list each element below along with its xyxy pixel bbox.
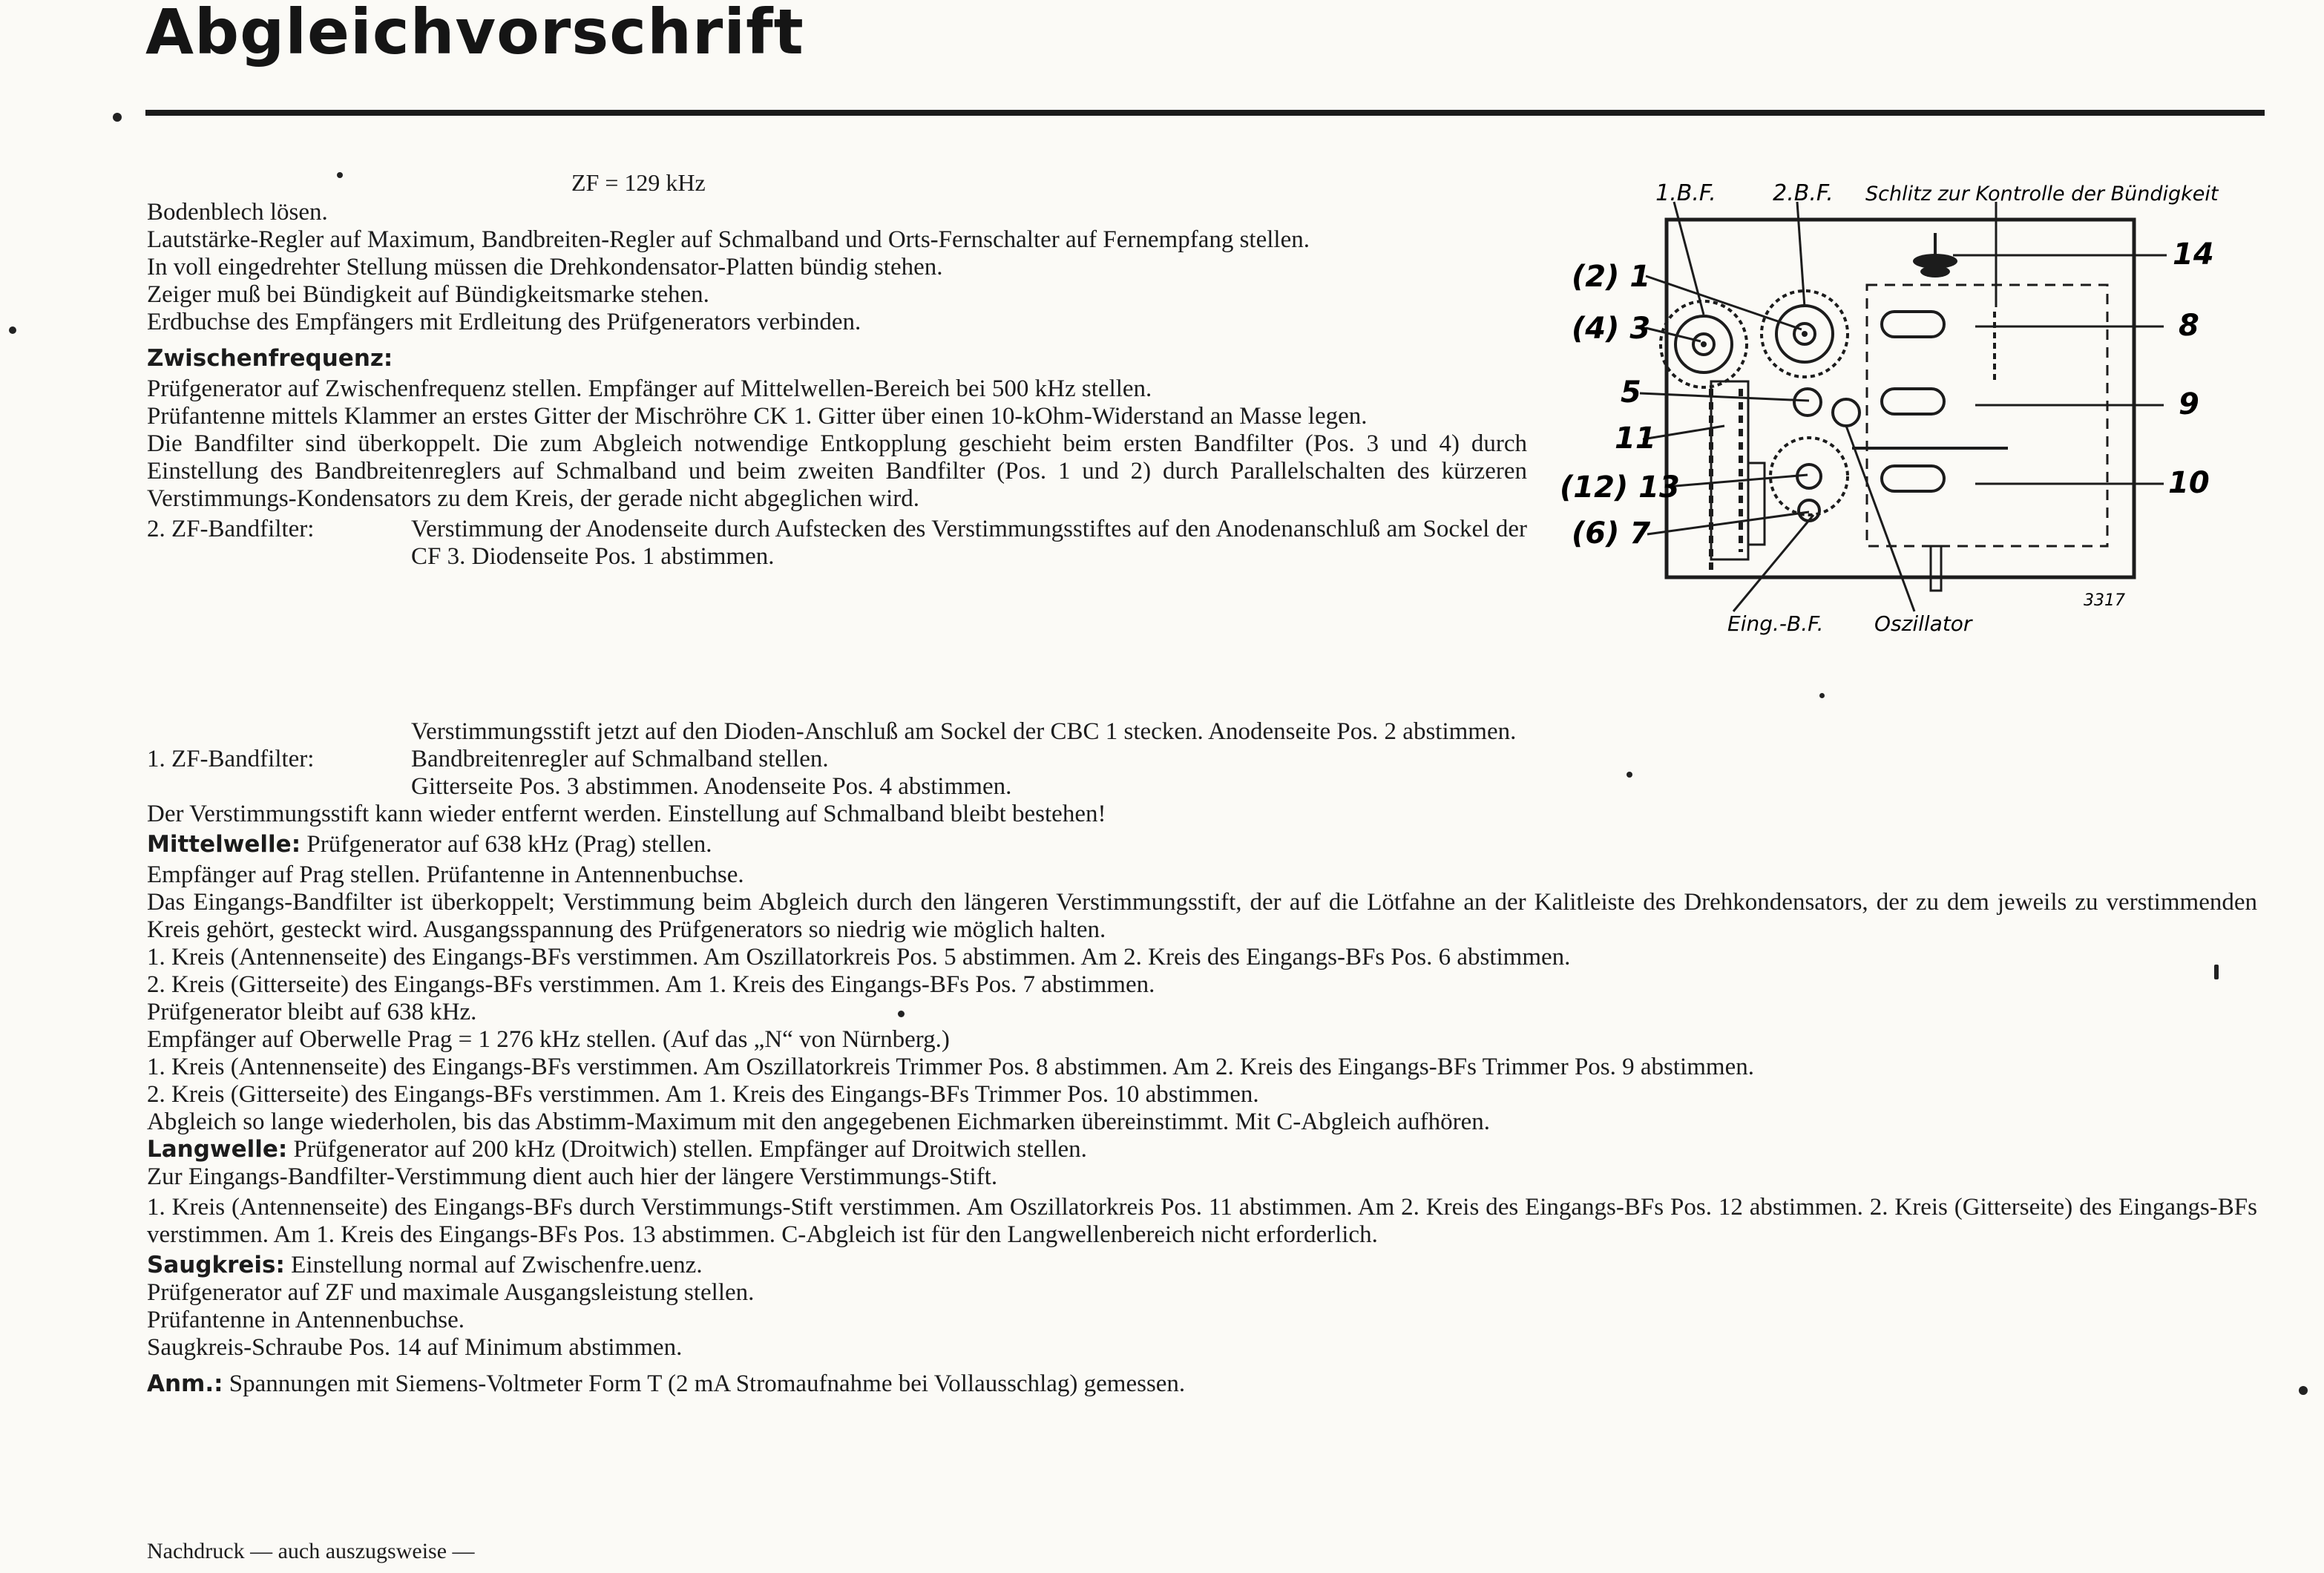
label-schlitz: Schlitz zur Kontrolle der Bündigkeit: [1865, 183, 2219, 206]
zf-value: ZF = 129 kHz: [571, 169, 706, 196]
zwischenfrequenz-heading: Zwischenfrequenz:: [147, 345, 393, 372]
text-column-upper: [147, 199, 1527, 571]
zf2-text: Verstimmung der Anodenseite durch Aufstecken des Verstimmungsstiftes auf den Anodenanschluß am Sockel der CF 3. Diodenseite Pos. 1 abstimmen.: [411, 516, 1527, 570]
anmerkung-heading: Anm.:: [147, 1370, 223, 1397]
page-title: Abgleichvorschrift: [145, 0, 804, 68]
mw-paragraph: Empfänger auf Prag stellen. Prüfantenne in Antennenbuchse.: [147, 861, 744, 888]
anmerkung-line: [147, 1370, 2257, 1398]
intro-line: Lautstärke-Regler auf Maximum, Bandbreiten-Regler auf Schmalband und Orts-Fernschalter auf Fernempfang stellen.: [147, 226, 1310, 253]
label-6-7: (6) 7: [1572, 516, 1651, 551]
sk-paragraph: Prüfantenne in Antennenbuchse.: [147, 1307, 465, 1333]
coil-stack: [1711, 381, 1765, 571]
scan-speck: [9, 326, 16, 334]
scan-speck: [2299, 1386, 2308, 1395]
lw-paragraph: Zur Eingangs-Bandfilter-Verstimmung dient auch hier der längere Verstimmungs-Stift.: [147, 1163, 998, 1190]
label-5: 5: [1621, 375, 1641, 410]
langwelle-lead: Prüfgenerator auf 200 kHz (Droitwich) stellen. Empfänger auf Droitwich stellen.: [293, 1136, 1087, 1163]
label-4-3: (4) 3: [1572, 312, 1651, 346]
zf1-text: Bandbreitenregler auf Schmalband stellen.: [411, 746, 829, 772]
scan-speck: [1819, 693, 1825, 698]
zf-paragraph: Prüfgenerator auf Zwischenfrequenz stellen. Empfänger auf Mittelwellen-Bereich bei 500 kHz stellen.: [147, 375, 1152, 402]
label-3317: 3317: [2084, 591, 2125, 610]
label-1bf: 1.B.F.: [1655, 180, 1716, 206]
intro-line: Bodenblech lösen.: [147, 199, 328, 226]
sk-paragraph: Saugkreis-Schraube Pos. 14 auf Minimum abstimmen.: [147, 1334, 683, 1361]
scan-speck: [337, 172, 343, 178]
zf-paragraph: Prüfantenne mittels Klammer an erstes Gitter der Mischröhre CK 1. Gitter über einen 10-kOhm-Widerstand an Masse legen.: [147, 403, 1368, 430]
sk-paragraph: Prüfgenerator auf ZF und maximale Ausgangsleistung stellen.: [147, 1279, 755, 1306]
label-oszillator: Oszillator: [1874, 611, 1972, 636]
trimmer-slot-9: [1882, 389, 1944, 414]
scan-speck: [898, 1011, 905, 1017]
zf2-label: 2. ZF-Bandfilter:: [147, 516, 315, 542]
zf1-label: 1. ZF-Bandfilter:: [147, 746, 315, 772]
intro-line: Zeiger muß bei Bündigkeit auf Bündigkeitsmarke stehen.: [147, 281, 709, 308]
footer-note: Nachdruck — auch auszugsweise —: [147, 1539, 475, 1563]
label-14: 14: [2173, 237, 2214, 272]
mittelwelle-heading: Mittelwelle:: [147, 831, 301, 858]
scan-speck: [2214, 965, 2219, 979]
label-10: 10: [2168, 466, 2210, 500]
trimmer-slot-8: [1882, 312, 1944, 337]
section-heading-zwischenfrequenz: [147, 345, 1527, 372]
mw-paragraph: 1. Kreis (Antennenseite) des Eingangs-BFs verstimmen. Am Oszillatorkreis Trimmer Pos. 8 abstimmen. Am 2. Kreis des Eingangs-BFs Trimmer Pos. 9 abstimmen.: [147, 1054, 1754, 1080]
scan-speck: [1627, 772, 1632, 778]
mw-paragraph: Prüfgenerator bleibt auf 638 kHz.: [147, 999, 477, 1025]
langwelle-lead-line: [147, 1136, 2257, 1163]
mw-paragraph: 2. Kreis (Gitterseite) des Eingangs-BFs verstimmen. Am 1. Kreis des Eingangs-BFs Trimmer Pos. 10 abstimmen.: [147, 1081, 1259, 1108]
lw-paragraph: 1. Kreis (Antennenseite) des Eingangs-BFs durch Verstimmungs-Stift verstimmen. Am Oszillatorkreis Pos. 11 abstimmen. Am 2. Kreis des Eingangs-BFs Pos. 12 abstimmen. 2. Kreis (Gitterseite) des Eingangs-BFs verstimmen. Am 1. Kreis des Eingangs-BFs Pos. 13 abstimmen. C-Abgleich ist für den Langwellenbereich nicht erforderlich.: [147, 1194, 2257, 1248]
title-rule: [145, 110, 2265, 116]
langwelle-heading: Langwelle:: [147, 1136, 288, 1163]
saugkreis-lead: Einstellung normal auf Zwischenfre.uenz.: [291, 1252, 703, 1278]
mittelwelle-lead: Prüfgenerator auf 638 kHz (Prag) stellen.: [306, 831, 712, 858]
zf2-text-2: Verstimmungsstift jetzt auf den Dioden-Anschluß am Sockel der CBC 1 stecken. Anodenseite Pos. 2 abstimmen.: [411, 718, 1517, 745]
label-2-1: (2) 1: [1572, 260, 1651, 294]
label-eing-bf: Eing.-B.F.: [1727, 611, 1824, 636]
scan-speck: [113, 113, 122, 122]
zf-closing: Der Verstimmungsstift kann wieder entfernt werden. Einstellung auf Schmalband bleibt bestehen!: [147, 801, 1106, 827]
anmerkung-text: Spannungen mit Siemens-Voltmeter Form T (2 mA Stromaufnahme bei Vollausschlag) gemessen.: [229, 1370, 1186, 1397]
screw-14: [1913, 233, 1957, 278]
zf1-text-2: Gitterseite Pos. 3 abstimmen. Anodenseite Pos. 4 abstimmen.: [411, 773, 1012, 800]
oscillator-coils: [1770, 389, 1859, 521]
mw-paragraph: Empfänger auf Oberwelle Prag = 1 276 kHz stellen. (Auf das „N“ von Nürnberg.): [147, 1026, 950, 1053]
label-8: 8: [2179, 309, 2199, 343]
saugkreis-heading: Saugkreis:: [147, 1252, 285, 1278]
zf2-bandfilter-block: [147, 516, 1527, 571]
mittelwelle-lead-line: [147, 831, 2257, 858]
mw-paragraph: 2. Kreis (Gitterseite) des Eingangs-BFs verstimmen. Am 1. Kreis des Eingangs-BFs Pos. 7 abstimmen.: [147, 971, 1155, 998]
mw-paragraph: 1. Kreis (Antennenseite) des Eingangs-BFs verstimmen. Am Oszillatorkreis Pos. 5 abstimmen. Am 2. Kreis des Eingangs-BFs Pos. 6 abstimmen.: [147, 944, 1571, 971]
intro-line: Erdbuchse des Empfängers mit Erdleitung des Prüfgenerators verbinden.: [147, 309, 861, 335]
label-11: 11: [1615, 421, 1656, 456]
label-2bf: 2.B.F.: [1773, 180, 1834, 206]
alignment-diagram: [1555, 166, 2253, 656]
intro-line: In voll eingedrehter Stellung müssen die Drehkondensator-Platten bündig stehen.: [147, 254, 943, 280]
mw-paragraph: Das Eingangs-Bandfilter ist überkoppelt; Verstimmung beim Abgleich durch den längeren Verstimmungsstift, der auf die Lötfahne an der Kalitleiste des Drehkondensators, der zu dem jeweils zu verstimmenden Kreis gehört, gesteckt wird. Ausgangsspannung des Prüfgenerators so niedrig wie möglich halten.: [147, 889, 2257, 943]
saugkreis-lead-line: [147, 1252, 2257, 1279]
label-12-13: (12) 13: [1560, 470, 1680, 505]
leader-lines: [1640, 202, 2167, 611]
diagram-svg: [1555, 166, 2253, 656]
trimmer-slot-10: [1882, 466, 1944, 491]
zf-paragraph: Die Bandfilter sind überkoppelt. Die zum Abgleich notwendige Entkopplung geschieht beim ersten Bandfilter (Pos. 3 und 4) durch Einstellung des Bandbreitenreglers auf Schmalband und beim zweiten Bandfilter (Pos. 1 und 2) durch Parallelschalten des kürzeren Verstimmungs-Kondensators zu dem Kreis, der gerade nicht abgeglichen wird.: [147, 430, 1527, 512]
lower-stub: [1931, 546, 1941, 591]
mw-paragraph: Abgleich so lange wiederholen, bis das Abstimm-Maximum mit den angegebenen Eichmarken übereinstimmt. Mit C-Abgleich aufhören.: [147, 1109, 1490, 1135]
zf1-bandfilter-block: [147, 746, 2257, 773]
label-9: 9: [2179, 387, 2199, 421]
text-column-full: [147, 718, 2257, 1398]
